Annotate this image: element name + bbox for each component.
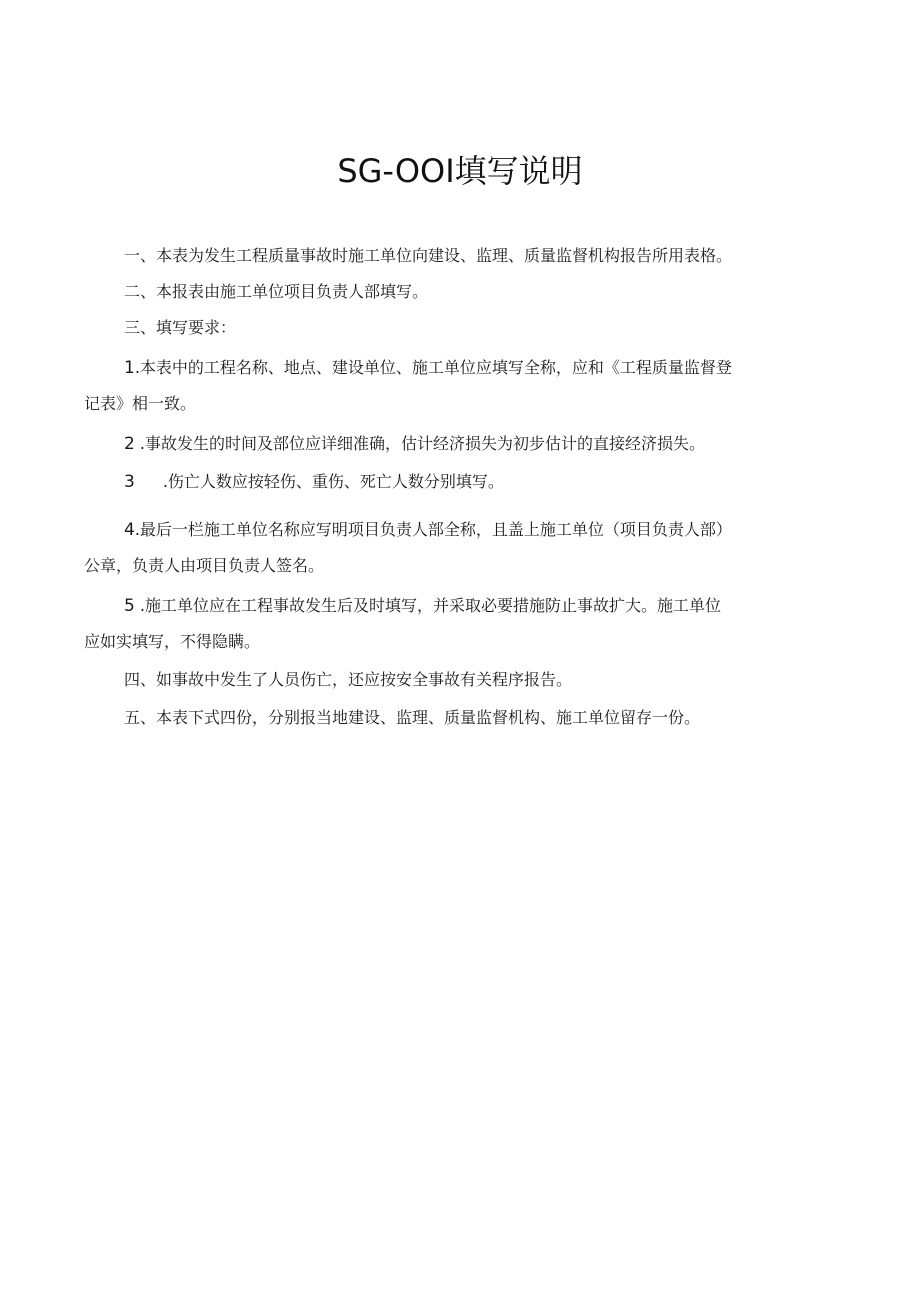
paragraph-1 bbox=[124, 238, 884, 274]
paragraph-text: 五、本表下式四份，分别报当地建设、监理、质量监督机构、施工单位留存一份。 bbox=[124, 708, 701, 727]
requirement-2 bbox=[124, 426, 884, 462]
paragraph-text: 四、如事故中发生了人员伤亡，还应按安全事故有关程序报告。 bbox=[124, 670, 573, 689]
paragraph-4 bbox=[124, 662, 884, 698]
requirement-5 bbox=[124, 588, 884, 624]
item-number: 5 bbox=[124, 596, 135, 616]
paragraph-text: 应如实填写，不得隐瞒。 bbox=[84, 632, 261, 651]
item-number: 3 bbox=[124, 472, 135, 492]
paragraph-text: .事故发生的时间及部位应详细准确，估计经济损失为初步估计的直接经济损失。 bbox=[134, 434, 706, 453]
paragraph-3 bbox=[124, 310, 884, 346]
paragraph-text: 三、填写要求： bbox=[124, 318, 237, 337]
paragraph-text: 记表》相一致。 bbox=[84, 394, 197, 413]
requirement-1 bbox=[124, 350, 884, 386]
paragraph-text: .本表中的工程名称、地点、建设单位、施工单位应填写全称，应和《工程质量监督登 bbox=[134, 358, 732, 377]
requirement-4 bbox=[124, 512, 884, 548]
item-number: 1 bbox=[124, 358, 135, 378]
requirement-3 bbox=[124, 464, 884, 500]
requirement-1-continuation bbox=[84, 386, 844, 422]
requirement-5-continuation bbox=[84, 624, 844, 660]
requirement-4-continuation bbox=[84, 548, 844, 584]
paragraph-text: .施工单位应在工程事故发生后及时填写，并采取必要措施防止事故扩大。施工单位 bbox=[134, 596, 722, 615]
paragraph-2 bbox=[124, 274, 884, 310]
page-title: SG-OOI填写说明 bbox=[337, 152, 583, 190]
paragraph-text: 公章，负责人由项目负责人签名。 bbox=[84, 556, 325, 575]
item-number: 2 bbox=[124, 434, 135, 454]
paragraph-text: 二、本报表由施工单位项目负责人部填写。 bbox=[124, 282, 429, 301]
paragraph-text: .最后一栏施工单位名称应写明项目负责人部全称，且盖上施工单位（项目负责人部） bbox=[134, 520, 732, 539]
paragraph-text: .伤亡人数应按轻伤、重伤、死亡人数分别填写。 bbox=[162, 472, 504, 491]
paragraph-text: 一、本表为发生工程质量事故时施工单位向建设、监理、质量监督机构报告所用表格。 bbox=[124, 246, 733, 265]
paragraph-5 bbox=[124, 700, 884, 736]
item-number: 4 bbox=[124, 520, 135, 540]
